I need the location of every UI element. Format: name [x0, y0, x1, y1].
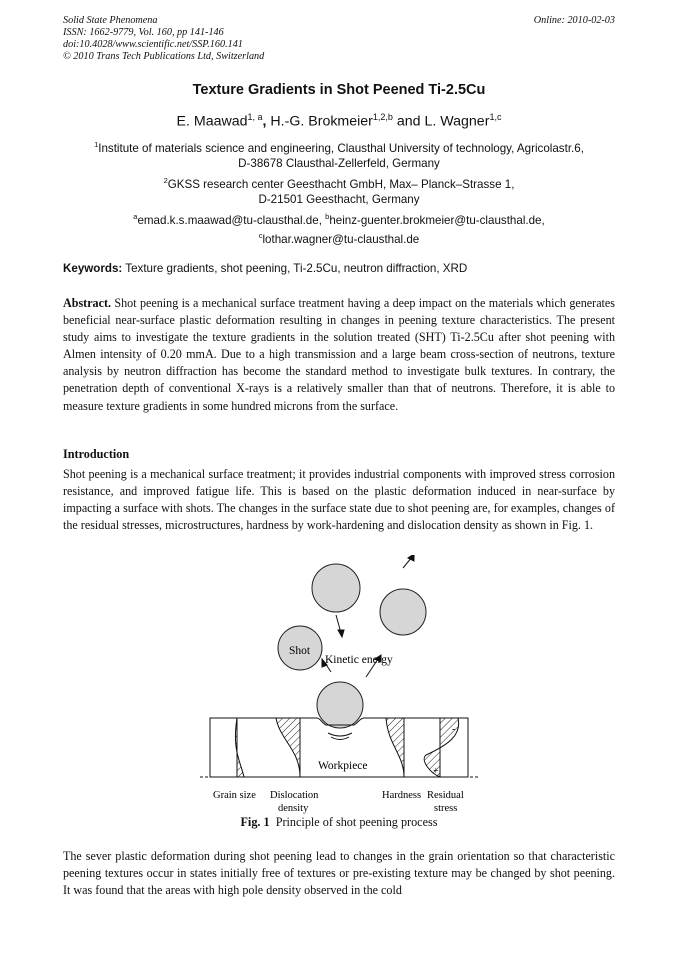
hardness-label: Hardness	[382, 790, 422, 801]
email-c[interactable]: lothar.wagner@tu-clausthal.de	[262, 233, 420, 247]
grain-size-profile	[235, 718, 244, 777]
email-a[interactable]: emad.k.s.maawad@tu-clausthal.de,	[137, 213, 326, 227]
body-paragraph: The sever plastic deformation during shot peening lead to changes in the grain orientation so that characteristic peening textures occur in states initially free of textures or pre-existing texture may be changed by shot peening. It was found that the areas with high pole density observed in the cold	[63, 849, 615, 898]
dislocation-profile	[276, 718, 300, 777]
affiliation-1	[0, 137, 678, 172]
email-block	[0, 209, 678, 248]
dislocation-label-2: density	[278, 803, 309, 814]
affiliation-1-line-1: Institute of materials science and engineering, Clausthal University of technology, Agricolastr.6,	[98, 141, 584, 155]
keywords-text: Texture gradients, shot peening, Ti-2.5Cu, neutron diffraction, XRD	[122, 262, 468, 275]
paper-title: Texture Gradients in Shot Peened Ti-2.5Cu	[192, 82, 486, 98]
email-a-sup: a	[133, 212, 138, 221]
hardness-profile	[386, 718, 404, 777]
impact-lines	[328, 733, 352, 740]
residual-label-1: Residual	[427, 790, 464, 801]
introduction-text: Shot peening is a mechanical surface treatment; it provides industrial components with improved stress corrosion resistance, and improved fatigue life. This is based on the plastic deformation induced in near-surface by impacting a surface with shots. The changes in the surface state due to shot peening are, for examples, changes of the residual stresses, microstructures, hardness by work-hardening and dislocation density as shown in Fig. 1.	[63, 467, 615, 533]
journal-header	[63, 15, 264, 63]
shot-ball-top	[312, 564, 360, 612]
doi-line: doi:10.4028/www.scientific.net/SSP.160.141	[63, 39, 243, 50]
author-1-sup: 1, a	[247, 112, 263, 122]
copyright-line: © 2010 Trans Tech Publications Ltd, Switzerland	[63, 51, 265, 62]
shot-ball-impact	[317, 682, 363, 728]
kinetic-energy-label: Kinetic energy	[325, 654, 393, 666]
residual-label-2: stress	[434, 803, 458, 814]
email-b[interactable]: heinz-guenter.brokmeier@tu-clausthal.de,	[329, 213, 545, 227]
email-c-sup: c	[258, 231, 263, 241]
online-date: Online: 2010-02-03	[533, 15, 615, 26]
residual-minus-sign: -	[452, 724, 456, 735]
abstract	[63, 295, 615, 415]
figure-caption	[0, 815, 678, 830]
affiliation-2-line-1: GKSS research center Geesthacht GmbH, Max– Planck–Strasse 1,	[167, 177, 515, 191]
shot-ball-right	[380, 589, 426, 635]
introduction-heading: Introduction	[63, 447, 130, 461]
workpiece-label: Workpiece	[318, 760, 368, 772]
author-list	[0, 112, 678, 130]
abstract-text: Shot peening is a mechanical surface treatment having a deep impact on the materials which generates beneficial near-surface plastic deformation resulting in changes in peening texture characteristics. The present study aims to investigate the texture gradients in the solution treated (SHT) Ti-2.5Cu after shot peening with Almen intensity of 0.20 mmA. Due to a high transmission and a large beam cross-section of neutrons, texture analysis by neutron diffraction has become the standard method to investigate bulk textures. In contrary, the penetration depth of conventional X-rays is a relatively smaller than that of neutrons. Therefore, it is able to measure texture gradients in some hundred microns from the surface.	[63, 296, 615, 413]
keywords-label: Keywords:	[63, 262, 123, 275]
affiliation-2-line-2: D-21501 Geesthacht, Germany	[258, 193, 420, 207]
residual-plus-sign: +	[433, 766, 439, 777]
author-3-sup: 1,c	[489, 112, 502, 122]
figure-1	[0, 555, 678, 815]
affiliation-2-sup: 2	[163, 176, 168, 185]
author-3: L. Wagner	[424, 113, 490, 130]
dislocation-label-1: Dislocation	[270, 790, 319, 801]
affiliation-2	[0, 173, 678, 208]
figure-caption-label: Fig. 1	[240, 815, 270, 829]
affiliation-1-sup: 1	[94, 140, 99, 149]
issn-line: ISSN: 1662-9779, Vol. 160, pp 141-146	[63, 27, 224, 38]
affiliation-1-line-2: D-38678 Clausthal-Zellerfeld, Germany	[238, 157, 440, 171]
author-separator-and: and	[392, 113, 425, 130]
shot-label: Shot	[289, 645, 311, 657]
author-separator: ,	[262, 113, 271, 130]
keywords	[63, 262, 618, 275]
figure-caption-text: Principle of shot peening process	[269, 815, 438, 829]
author-2-sup: 1,2,b	[372, 112, 393, 122]
author-2: H.-G. Brokmeier	[270, 113, 373, 130]
email-b-sup: b	[325, 212, 330, 221]
grain-size-label: Grain size	[213, 790, 256, 801]
journal-name: Solid State Phenomena	[63, 15, 158, 26]
abstract-label: Abstract.	[63, 296, 112, 310]
author-1: E. Maawad	[176, 113, 248, 130]
